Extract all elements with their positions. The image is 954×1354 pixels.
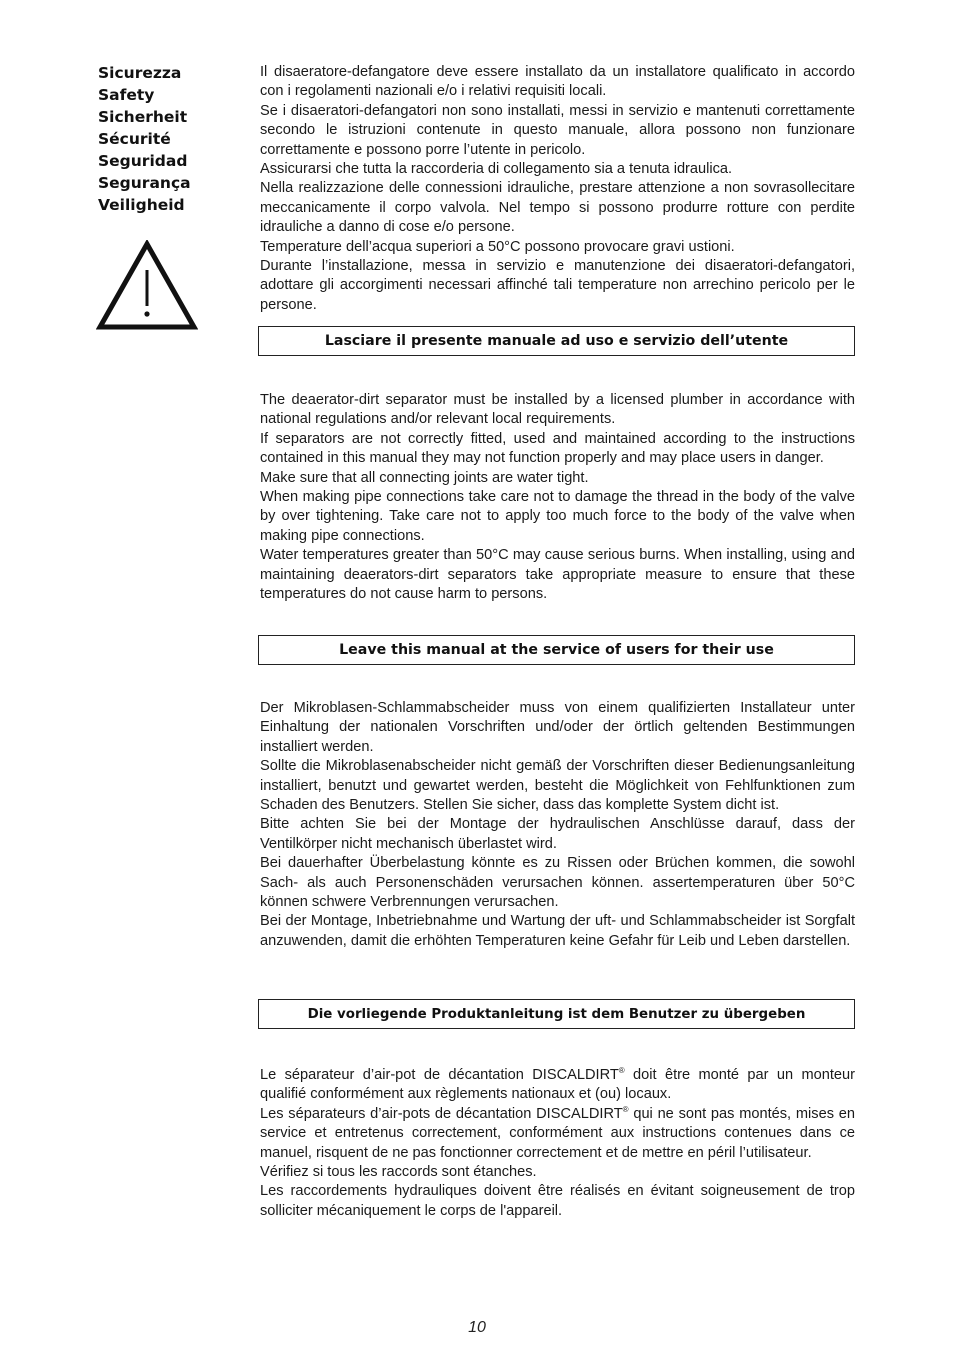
heading-it: Sicurezza xyxy=(98,64,182,82)
paragraph: Bitte achten Sie bei der Montage der hydraulischen Anschlüsse darauf, dass der Ventilkörper nicht mechanisch überlastet wird. xyxy=(260,816,855,852)
heading-fr: Sécurité xyxy=(98,130,171,148)
text-run: Le séparateur d’air-pot de décantation xyxy=(260,1067,533,1083)
section-italian xyxy=(260,63,855,315)
paragraph: Les raccordements hydrauliques doivent être réalisés en évitant soigneusement de trop solliciter mécaniquement le corps de l'appareil. xyxy=(260,1183,855,1219)
paragraph: Bei der Montage, Inbetriebnahme und Wartung der uft- und Schlammabscheider ist Sorgfalt anzuwenden, damit die erhöhten Temperaturen keine Gefahr für Leib und Leben darstellen. xyxy=(260,913,855,949)
heading-es: Seguridad xyxy=(98,152,188,170)
heading-pt: Segurança xyxy=(98,174,191,192)
heading-de: Sicherheit xyxy=(98,108,188,126)
brand-name: DISCALDIRT xyxy=(536,1105,623,1122)
heading-nl: Veiligheid xyxy=(98,196,185,214)
registered-mark: ® xyxy=(618,1066,625,1076)
paragraph: Il disaeratore-defangatore deve essere installato da un installatore qualificato in accordo con i regolamenti nazionali e/o i relativi requisiti locali. xyxy=(260,64,855,100)
paragraph: Nella realizzazione delle connessioni idrauliche, prestare attenzione a non sovrasollecitare meccanicamente il corpo valvola. Nel tempo si possono produrre rotture con perdite idrauliche a danno di cose e/o persone. xyxy=(260,180,855,236)
section-german xyxy=(260,699,855,951)
paragraph: Durante l’installazione, messa in servizio e manutenzione dei disaeratori-defangatori, adottare gli accorgimenti necessari affinché tali temperature non arrechino pericolo per le persone. xyxy=(260,258,855,313)
text-run: Les séparateurs d’air-pots de décantation xyxy=(260,1105,537,1122)
notice-box-german: Die vorliegende Produktanleitung ist dem Benutzer zu übergeben xyxy=(258,999,855,1029)
text-run: doit être monté par un monteur qualifié conformément aux règlements nationaux et (ou) locaux. xyxy=(260,1067,855,1103)
warning-triangle-icon xyxy=(96,240,198,332)
paragraph: Se i disaeratori-defangatori non sono installati, messi in servizio e mantenuti correttamente secondo le istruzioni contenute in questo manuale, allora possono non funzionare correttamente e possono porre l’utente in pericolo. xyxy=(260,102,855,158)
section-english xyxy=(260,391,855,604)
paragraph: Temperature dell’acqua superiori a 50°C possono provocare gravi ustioni. xyxy=(260,238,735,255)
paragraph: Assicurarsi che tutta la raccorderia di collegamento sia a tenuta idraulica. xyxy=(260,161,733,178)
safety-headings xyxy=(98,62,238,216)
paragraph xyxy=(260,1066,855,1105)
paragraph: The deaerator-dirt separator must be installed by a licensed plumber in accordance with national regulations and/or relevant local requirements. xyxy=(260,392,855,428)
notice-box-italian: Lasciare il presente manuale ad uso e servizio dell’utente xyxy=(258,326,855,356)
paragraph: When making pipe connections take care not to damage the thread in the body of the valve by over tightening. Take care not to apply too much force to the body of the valve when making pipe connections. xyxy=(260,489,855,544)
paragraph: Water temperatures greater than 50°C may cause serious burns. When installing, using and maintaining deaerators-dirt separators take appropriate measure to ensure that these temperatures do not cause harm to persons. xyxy=(260,547,855,603)
paragraph: Der Mikroblasen-Schlammabscheider muss von einem qualifizierten Installateur unter Einhaltung der nationalen Vorschriften und/oder der örtlich geltenden Bestimmungen installiert werden. xyxy=(260,700,855,755)
paragraph xyxy=(260,1105,855,1163)
notice-box-english: Leave this manual at the service of users for their use xyxy=(258,635,855,665)
paragraph: Make sure that all connecting joints are water tight. xyxy=(260,469,589,486)
paragraph: If separators are not correctly fitted, used and maintained according to the instructions contained in this manual they may not function properly and may place users in danger. xyxy=(260,430,855,467)
brand-name: DISCALDIRT xyxy=(532,1067,619,1083)
section-french xyxy=(260,1066,855,1221)
page-number: 10 xyxy=(468,1319,486,1336)
registered-mark: ® xyxy=(622,1104,629,1114)
paragraph: Bei dauerhafter Überbelastung könnte es zu Rissen oder Brüchen kommen, die sowohl Sach- als auch Personenschäden verursachen können. assertemperaturen über 50°C können schwere Verbrennungen verursachen. xyxy=(260,855,855,911)
paragraph: Vérifiez si tous les raccords sont étanches. xyxy=(260,1164,537,1181)
text-run: qui ne sont pas montés, mises en service et entretenus correctement, conformément aux instructions contenues dans ce manuel, risquent de ne pas fonctionner correctement et de mettre en péril l’utilisateur. xyxy=(260,1105,855,1161)
paragraph: Sollte die Mikroblasenabscheider nicht gemäß der Vorschriften dieser Bedienungsanleitung installiert, benutzt und gewartet werden, besteht die Möglichkeit von Fehlfunktionen zum Schaden des Benutzers. Stellen Sie sicher, dass das komplette System dicht ist. xyxy=(260,758,855,814)
heading-en: Safety xyxy=(98,86,155,104)
